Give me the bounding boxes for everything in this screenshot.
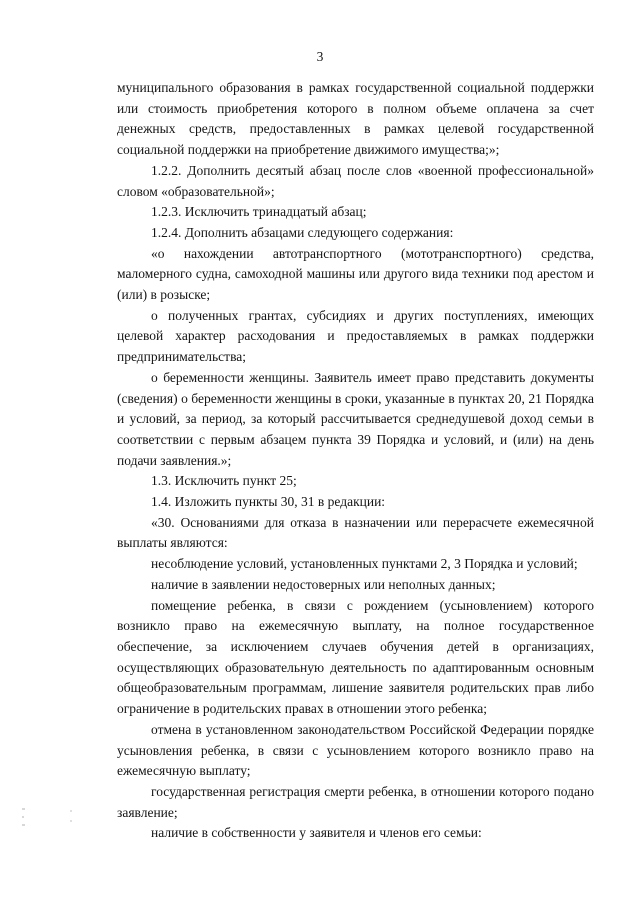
paragraph-4: 1.2.4. Дополнить абзацами следующего содержания: bbox=[151, 224, 454, 240]
page-number: 3 bbox=[316, 49, 324, 64]
paragraph-3: 1.2.3. Исключить тринадцатый абзац; bbox=[151, 204, 367, 220]
paragraph-16: наличие в собственности у заявителя и членов его семьи: bbox=[151, 825, 482, 841]
paragraph-1: муниципального образования в рамках государственной социальной поддержки или стоимость приобретения которого в полном объеме оплачена за счет денежных средств, предоставленных в рамках целевой государственной социальной поддержки на приобретение движимого имущества;»; bbox=[117, 80, 594, 158]
scan-margin-marks bbox=[20, 805, 80, 835]
paragraph-8: 1.3. Исключить пункт 25; bbox=[151, 473, 297, 489]
paragraph-14: отмена в установленном законодательством Российской Федерации порядке усыновления ребенка, в связи с усыновлением которого возникло право на ежемесячную выплату; bbox=[117, 721, 594, 779]
paragraph-2: 1.2.2. Дополнить десятый абзац после слов «военной профессиональной» словом «образовательной»; bbox=[117, 162, 594, 199]
paragraph-12: наличие в заявлении недостоверных или неполных данных; bbox=[151, 576, 496, 592]
paragraph-9: 1.4. Изложить пункты 30, 31 в редакции: bbox=[151, 494, 386, 510]
paragraph-6: о полученных грантах, субсидиях и других поступлениях, имеющих целевой характер расходования и предоставляемых в рамках поддержки предпринимательства; bbox=[117, 307, 594, 365]
paragraph-7: о беременности женщины. Заявитель имеет право представить документы (сведения) о беременности женщины в сроки, указанные в пунктах 20, 21 Порядка и условий, за период, за который рассчитывается среднедушевой доход семьи в соответствии с первым абзацем пункта 39 Порядка и условий, и (или) на день подачи заявления.»; bbox=[117, 369, 594, 468]
paragraph-10: «30. Основаниями для отказа в назначении или перерасчете ежемесячной выплаты являются: bbox=[117, 514, 594, 551]
paragraph-11: несоблюдение условий, установленных пунктами 2, 3 Порядка и условий; bbox=[151, 556, 578, 572]
paragraph-5: «о нахождении автотранспортного (мототранспортного) средства, маломерного судна, самоходной машины или другого вида техники под арестом и (или) в розыске; bbox=[117, 245, 594, 303]
paragraph-13: помещение ребенка, в связи с рождением (усыновлением) которого возникло право на ежемесячную выплату, на полное государственное обеспечение, за исключением случаев обучения детей в организациях, осуществляющих образовательную деятельность по адаптированным основным общеобразовательным программам, лишение заявителя родительских прав либо ограничение в родительских правах в отношении этого ребенка; bbox=[117, 597, 594, 717]
paragraph-15: государственная регистрация смерти ребенка, в отношении которого подано заявление; bbox=[117, 783, 594, 820]
document-body bbox=[117, 78, 594, 844]
